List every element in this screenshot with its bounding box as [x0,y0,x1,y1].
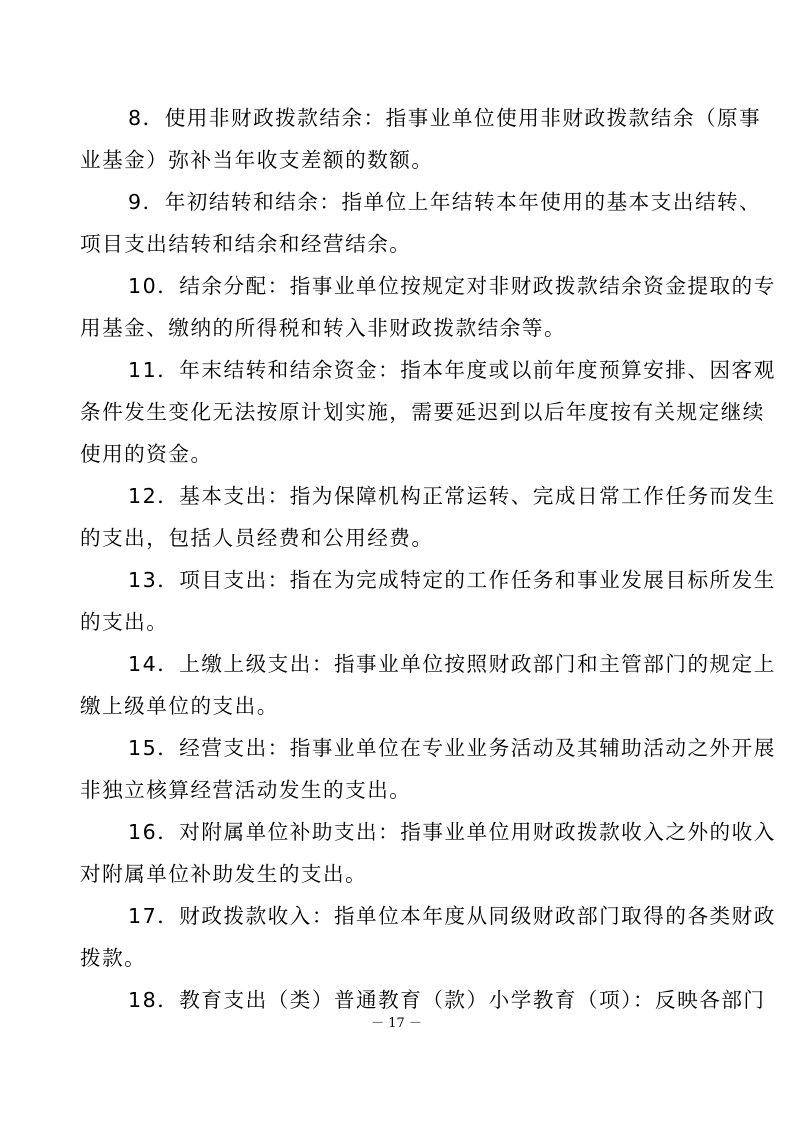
text-line: 17．财政拨款收入：指单位本年度从同级财政部门取得的各类财政 [128,904,776,928]
paragraph [80,727,776,811]
paragraph [80,895,776,979]
text-line: 11．年末结转和结余资金：指本年度或以前年度预算安排、因客观 [128,358,776,382]
paragraph [80,181,762,265]
text-line: 10．结余分配：指事业单位按规定对非财政拨款结余资金提取的专 [128,274,776,298]
text-line: 的支出，包括人员经费和公用经费。 [80,526,434,550]
body-text [80,97,776,1021]
text-line: 使用的资金。 [80,442,213,466]
text-line: 9．年初结转和结余：指单位上年结转本年使用的基本支出结转、 [128,190,762,214]
text-line: 项目支出结转和结余和经营结余。 [80,232,412,256]
text-line: 对附属单位补助发生的支出。 [80,862,368,886]
text-line: 15．经营支出：指事业单位在专业业务活动及其辅助活动之外开展 [128,736,776,760]
paragraph [80,811,776,895]
paragraph [80,643,776,727]
text-line: 12．基本支出：指为保障机构正常运转、完成日常工作任务而发生 [128,484,776,508]
paragraph [80,475,776,559]
text-line: 的支出。 [80,610,169,634]
text-line: 8．使用非财政拨款结余：指事业单位使用非财政拨款结余（原事 [128,106,762,130]
text-line: 业基金）弥补当年收支差额的数额。 [80,148,434,172]
text-line: 14．上缴上级支出：指事业单位按照财政部门和主管部门的规定上 [128,652,776,676]
paragraph [80,559,776,643]
text-line: 非独立核算经营活动发生的支出。 [80,778,412,802]
text-line: 用基金、缴纳的所得税和转入非财政拨款结余等。 [80,316,567,340]
paragraph [80,97,762,181]
text-line: 条件发生变化无法按原计划实施，需要延迟到以后年度按有关规定继续 [80,400,765,424]
text-line: 18．教育支出（类）普通教育（款）小学教育（项）：反映各部门 [128,988,766,1012]
text-line: 缴上级单位的支出。 [80,694,279,718]
text-line: 16．对附属单位补助支出：指事业单位用财政拨款收入之外的收入 [128,820,776,844]
page-number: － 17 － [371,1016,422,1031]
text-line: 13．项目支出：指在为完成特定的工作任务和事业发展目标所发生 [128,568,776,592]
paragraph [80,349,776,475]
paragraph [80,265,776,349]
text-line: 拨款。 [80,946,147,970]
